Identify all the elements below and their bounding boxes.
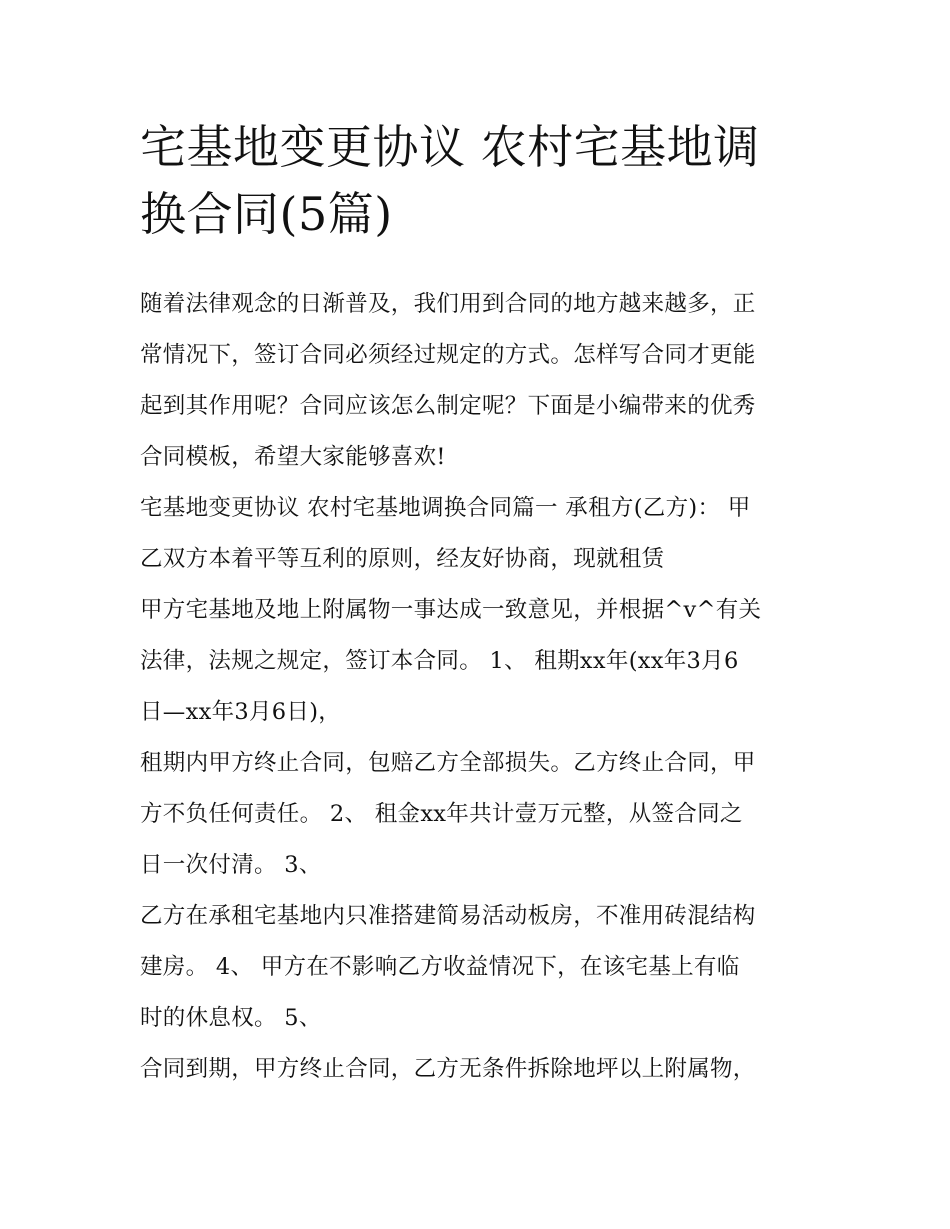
document-title — [140, 114, 820, 248]
body-line: 日一次付清。 3、 — [140, 852, 322, 878]
document-body — [140, 279, 830, 1095]
body-line: 乙方在承租宅基地内只准搭建简易活动板房，不准用砖混结构 — [140, 903, 756, 929]
body-line: 常情况下，签订合同必须经过规定的方式。怎样写合同才更能 — [140, 342, 756, 368]
body-line: 合同到期，甲方终止合同，乙方无条件拆除地坪以上附属物， — [140, 1056, 756, 1082]
body-line: 时的休息权。 5、 — [140, 1005, 322, 1031]
body-line: 随着法律观念的日渐普及，我们用到合同的地方越来越多，正 — [140, 291, 756, 317]
body-line: 法律，法规之规定，签订本合同。 1、 租期xx年(xx年3月6 — [140, 648, 739, 674]
body-line: 建房。 4、 甲方在不影响乙方收益情况下，在该宅基上有临 — [140, 954, 740, 980]
body-line: 合同模板，希望大家能够喜欢! — [140, 444, 446, 470]
body-line: 起到其作用呢？合同应该怎么制定呢？下面是小编带来的优秀 — [140, 393, 756, 419]
body-line: 乙双方本着平等互利的原则，经友好协商，现就租赁 — [140, 546, 665, 572]
title-line-2: 换合同(5篇) — [140, 187, 393, 241]
body-line: 日—xx年3月6日)， — [140, 699, 342, 725]
body-line: 宅基地变更协议 农村宅基地调换合同篇一 承租方(乙方)： 甲 — [140, 495, 751, 521]
body-line: 方不负任何责任。 2、 租金xx年共计壹万元整，从签合同之 — [140, 801, 743, 827]
body-line: 租期内甲方终止合同，包赔乙方全部损失。乙方终止合同，甲 — [140, 750, 756, 776]
body-line: 甲方宅基地及地上附属物一事达成一致意见，并根据^v^有关 — [140, 597, 762, 623]
title-line-1: 宅基地变更协议 农村宅基地调 — [140, 120, 760, 174]
